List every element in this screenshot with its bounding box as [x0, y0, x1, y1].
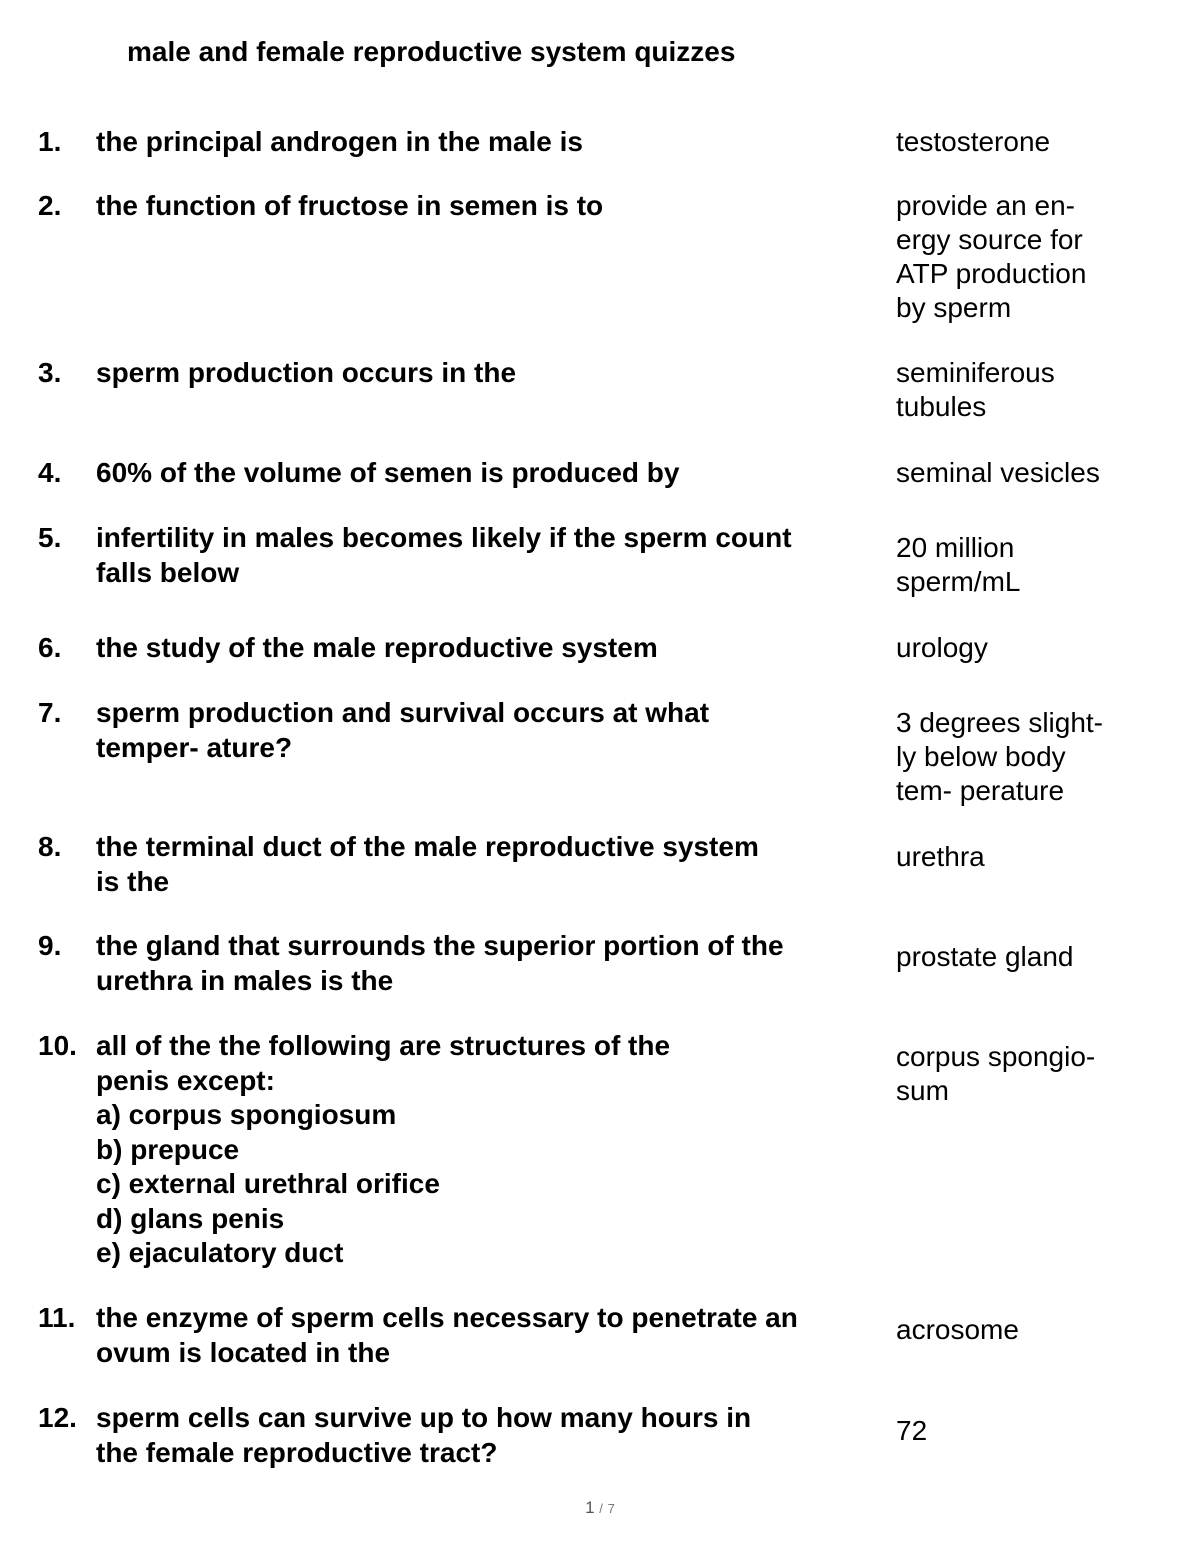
question-number: 4. [38, 457, 62, 488]
answer-text: 20 million sperm/mL [896, 532, 1021, 597]
page-title: male and female reproductive system quizzes [127, 36, 736, 67]
question-text: sperm production occurs in the [96, 357, 517, 388]
total-pages-number: 7 [607, 1501, 615, 1516]
answer-text: urethra [896, 841, 985, 872]
question-number: 12. [38, 1402, 77, 1433]
answer-text: 3 degrees slight- ly below body tem- perature [896, 707, 1104, 806]
question-number: 8. [38, 831, 62, 862]
question-text: sperm cells can survive up to how many hours in the female reproductive tract? [96, 1402, 752, 1468]
question-number: 1. [38, 126, 62, 157]
question-number: 6. [38, 632, 62, 663]
question-number: 3. [38, 357, 62, 388]
question-text: the principal androgen in the male is [96, 126, 583, 157]
answer-text: urology [896, 632, 988, 663]
question-text: all of the the following are structures of the penis except: a) corpus spongiosum b) prepuce c) external urethral orifice d) glans penis e) ejaculatory duct [96, 1030, 671, 1268]
answer-text: 72 [896, 1415, 928, 1446]
question-text: the function of fructose in semen is to [96, 190, 604, 221]
page-separator: / [599, 1501, 603, 1516]
answer-text: seminiferous tubules [896, 357, 1055, 422]
answer-text: provide an en- ergy source for ATP production by sperm [896, 190, 1087, 323]
question-number: 11. [38, 1302, 76, 1333]
current-page-number: 1 [585, 1498, 595, 1517]
question-text: the gland that surrounds the superior portion of the urethra in males is the [96, 930, 784, 996]
question-text: the enzyme of sperm cells necessary to penetrate an ovum is located in the [96, 1302, 798, 1368]
answer-text: acrosome [896, 1314, 1019, 1345]
question-number: 10. [38, 1030, 77, 1061]
question-number: 9. [38, 930, 62, 961]
question-text: the study of the male reproductive system [96, 632, 658, 663]
answer-text: seminal vesicles [896, 457, 1100, 488]
page-indicator [0, 1497, 1200, 1520]
question-text: sperm production and survival occurs at what temper- ature? [96, 697, 710, 763]
answer-text: prostate gland [896, 941, 1074, 972]
question-text: the terminal duct of the male reproductive system is the [96, 831, 759, 897]
answer-text: testosterone [896, 126, 1051, 157]
question-number: 2. [38, 190, 62, 221]
question-number: 5. [38, 522, 62, 553]
question-text: 60% of the volume of semen is produced by [96, 457, 680, 488]
question-text: infertility in males becomes likely if the sperm count falls below [96, 522, 792, 588]
answer-text: corpus spongio- sum [896, 1041, 1096, 1106]
question-number: 7. [38, 697, 62, 728]
